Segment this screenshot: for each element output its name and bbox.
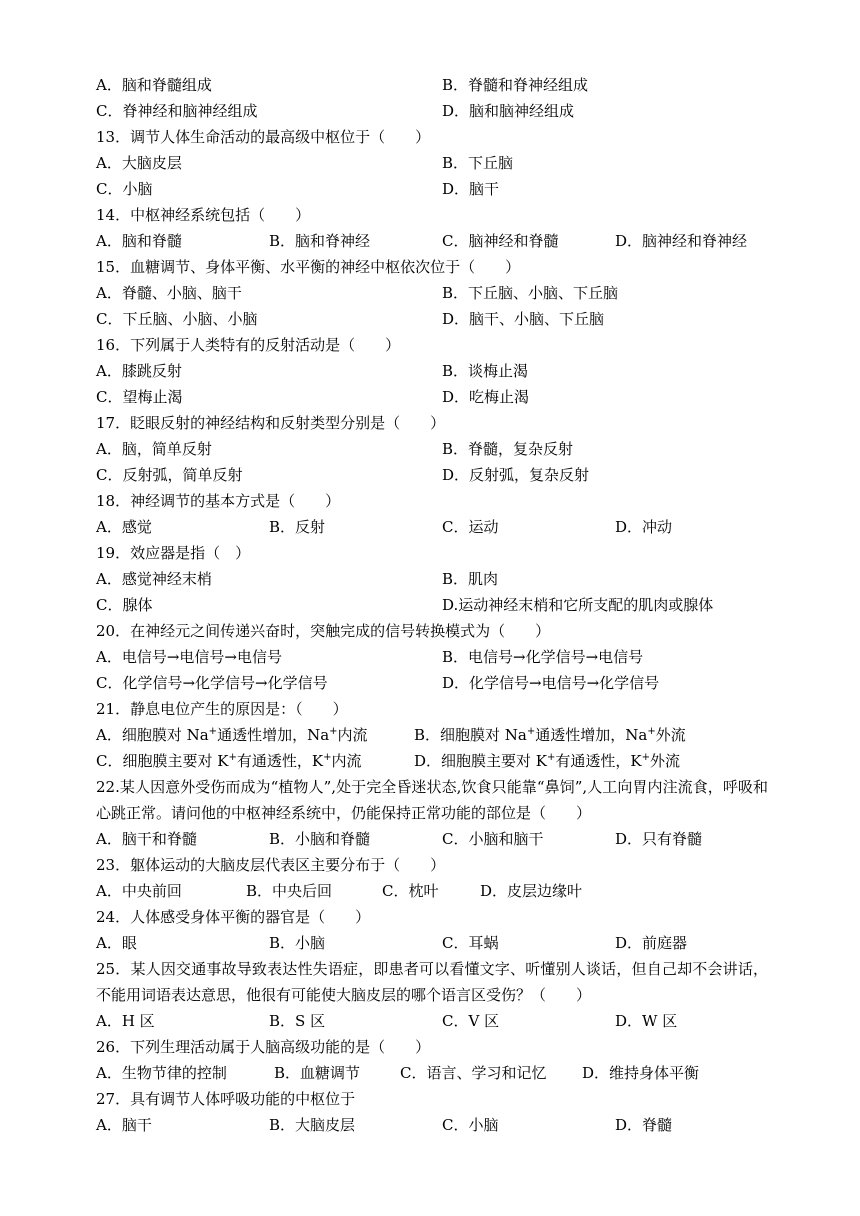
option-a[interactable]: A．膝跳反射 — [96, 362, 182, 380]
option-a[interactable]: A．脑，简单反射 — [96, 440, 212, 458]
option-d[interactable]: D．反射弧，复杂反射 — [442, 466, 590, 484]
option-d[interactable]: D．化学信号→电信号→化学信号 — [442, 674, 660, 692]
superscript: + — [228, 752, 237, 763]
option-b[interactable]: B．小脑 — [269, 934, 326, 952]
options-row — [96, 878, 800, 904]
options-row — [96, 72, 800, 98]
option-c[interactable]: C．下丘脑、小脑、小脑 — [96, 310, 258, 328]
option-b[interactable]: B．血糖调节 — [274, 1064, 361, 1082]
option-text: 外流 — [655, 726, 686, 744]
superscript: + — [641, 752, 651, 763]
option-c[interactable]: C．腺体 — [96, 596, 153, 614]
options-row — [96, 358, 800, 384]
question-24 — [96, 904, 800, 956]
options-row — [96, 592, 800, 618]
question-18 — [96, 488, 800, 540]
option-a[interactable]: A．电信号→电信号→电信号 — [96, 648, 282, 666]
question-25 — [96, 956, 800, 1034]
question-21 — [96, 696, 800, 774]
option-b[interactable]: B．反射 — [269, 518, 326, 536]
question-stem: 27．具有调节人体呼吸功能的中枢位于 — [96, 1090, 356, 1108]
superscript: + — [526, 726, 536, 737]
option-c[interactable]: C．语言、学习和记忆 — [400, 1064, 547, 1082]
option-text: D．细胞膜主要对 K — [414, 752, 548, 770]
option-text: 通透性增加，Na — [217, 726, 330, 744]
option-d[interactable]: D．W 区 — [615, 1012, 678, 1030]
option-d[interactable]: D．皮层边缘叶 — [480, 882, 583, 900]
question-stem: 20．在神经元之间传递兴奋时，突触完成的信号转换模式为（ ） — [96, 622, 551, 640]
option-c[interactable]: C．运动 — [442, 518, 499, 536]
question-12 — [96, 72, 800, 124]
question-20 — [96, 618, 800, 696]
options-row — [96, 722, 800, 748]
option-a[interactable]: A．脑干和脊髓 — [96, 830, 197, 848]
question-stem: 22.某人因意外受伤而成为“植物人”,处于完全昏迷状态,饮食只能靠“鼻饲”,人工向胃内注流食，呼吸和心跳正常。请问他的中枢神经系统中，仍能保持正常功能的部位是（ ） — [96, 778, 768, 822]
option-c[interactable]: C．枕叶 — [382, 882, 439, 900]
superscript: + — [647, 726, 656, 737]
options-row — [96, 280, 800, 306]
option-b[interactable]: B．S 区 — [269, 1012, 326, 1030]
question-stem: 24．人体感受身体平衡的器官是（ ） — [96, 908, 371, 926]
option-d[interactable]: D．前庭器 — [615, 934, 688, 952]
question-stem: 26．下列生理活动属于人脑高级功能的是（ ） — [96, 1038, 431, 1056]
option-d[interactable]: D．维持身体平衡 — [582, 1064, 700, 1082]
option-a[interactable]: A．脑干 — [96, 1116, 152, 1134]
question-23 — [96, 852, 800, 904]
question-27 — [96, 1086, 800, 1138]
options-row — [96, 98, 800, 124]
question-14 — [96, 202, 800, 254]
question-15 — [96, 254, 800, 332]
option-d[interactable]: D.运动神经末梢和它所支配的肌肉或腺体 — [442, 596, 714, 614]
option-a[interactable]: A．中央前回 — [96, 882, 182, 900]
option-d[interactable]: D．脑和脑神经组成 — [442, 102, 575, 120]
question-stem: 19．效应器是指（ ） — [96, 544, 251, 562]
question-stem: 18．神经调节的基本方式是（ ） — [96, 492, 341, 510]
option-text: 内流 — [337, 726, 368, 744]
option-b[interactable]: B．下丘脑 — [442, 154, 514, 172]
option-text: 有通透性，K — [555, 752, 642, 770]
option-c[interactable]: C．小脑和脑干 — [442, 830, 544, 848]
question-stem: 21．静息电位产生的原因是：（ ） — [96, 700, 348, 718]
question-stem: 16．下列属于人类特有的反射活动是（ ） — [96, 336, 401, 354]
options-row — [96, 930, 800, 956]
question-stem: 17．眨眼反射的神经结构和反射类型分别是（ ） — [96, 414, 446, 432]
option-text: 外流 — [650, 752, 681, 770]
option-c[interactable]: C．化学信号→化学信号→化学信号 — [96, 674, 328, 692]
option-c[interactable] — [96, 748, 361, 774]
option-c[interactable]: C．脑神经和脊髓 — [442, 232, 559, 250]
question-stem: 15．血糖调节、身体平衡、水平衡的神经中枢依次位于（ ） — [96, 258, 521, 276]
superscript: + — [547, 752, 556, 763]
option-a[interactable]: A．脑和脊髓组成 — [96, 76, 212, 94]
option-b[interactable]: B．脑和脊神经 — [269, 232, 371, 250]
option-d[interactable]: D．冲动 — [615, 518, 673, 536]
option-c[interactable]: C．小脑 — [442, 1116, 499, 1134]
option-text: B．细胞膜对 Na — [414, 726, 527, 744]
option-b[interactable]: B．电信号→化学信号→电信号 — [442, 648, 644, 666]
option-b[interactable]: B．脊髓和脊神经组成 — [442, 76, 589, 94]
option-text: A．细胞膜对 Na — [96, 726, 209, 744]
option-d[interactable]: D．脑干 — [442, 180, 500, 198]
question-22 — [96, 774, 800, 852]
option-d[interactable]: D．脑干、小脑、下丘脑 — [442, 310, 605, 328]
options-row — [96, 670, 800, 696]
option-c[interactable]: C．脊神经和脑神经组成 — [96, 102, 258, 120]
option-c[interactable]: C．V 区 — [442, 1012, 500, 1030]
superscript: + — [329, 726, 338, 737]
superscript: + — [323, 752, 332, 763]
option-text: C．细胞膜主要对 K — [96, 752, 229, 770]
option-d[interactable] — [414, 748, 680, 774]
options-row — [96, 1112, 800, 1138]
question-19 — [96, 540, 800, 618]
options-row — [96, 176, 800, 202]
option-b[interactable]: B．脊髓，复杂反射 — [442, 440, 574, 458]
option-c[interactable]: C．反射弧，简单反射 — [96, 466, 243, 484]
option-b[interactable] — [414, 722, 686, 748]
option-text: 通透性增加，Na — [535, 726, 648, 744]
options-row — [96, 644, 800, 670]
question-stem: 25．某人因交通事故导致表达性失语症，即患者可以看懂文字、听懂别人谈话，但自己却不会讲话，不能用词语表达意思，他很有可能使大脑皮层的哪个语言区受伤？（ ） — [96, 960, 768, 1004]
option-a[interactable]: A．脑和脊髓 — [96, 232, 182, 250]
options-row — [96, 228, 800, 254]
option-a[interactable] — [96, 722, 368, 748]
option-a[interactable]: A．感觉 — [96, 518, 152, 536]
options-row — [96, 1008, 800, 1034]
options-row — [96, 462, 800, 488]
options-row — [96, 826, 800, 852]
option-c[interactable]: C．耳蜗 — [442, 934, 499, 952]
option-b[interactable]: B．小脑和脊髓 — [269, 830, 371, 848]
question-stem: 13．调节人体生命活动的最高级中枢位于（ ） — [96, 128, 431, 146]
option-c[interactable]: C．望梅止渴 — [96, 388, 183, 406]
option-b[interactable]: B．大脑皮层 — [269, 1116, 356, 1134]
option-d[interactable]: D．吃梅止渴 — [442, 388, 530, 406]
options-row — [96, 306, 800, 332]
question-stem: 23．躯体运动的大脑皮层代表区主要分布于（ ） — [96, 856, 446, 874]
option-d[interactable]: D．脑神经和脊神经 — [615, 232, 748, 250]
option-d[interactable]: D．只有脊髓 — [615, 830, 703, 848]
options-row — [96, 514, 800, 540]
options-row — [96, 748, 800, 774]
option-text: 内流 — [331, 752, 362, 770]
options-row — [96, 436, 800, 462]
option-b[interactable]: B．谈梅止渴 — [442, 362, 529, 380]
options-row — [96, 1060, 800, 1086]
options-row — [96, 566, 800, 592]
option-d[interactable]: D．脊髓 — [615, 1116, 673, 1134]
options-row — [96, 384, 800, 410]
option-b[interactable]: B．下丘脑、小脑、下丘脑 — [442, 284, 619, 302]
option-b[interactable]: B．肌肉 — [442, 570, 499, 588]
question-13 — [96, 124, 800, 202]
option-a[interactable]: A．大脑皮层 — [96, 154, 182, 172]
option-a[interactable]: A．眼 — [96, 934, 137, 952]
superscript: + — [208, 726, 218, 737]
question-stem: 14．中枢神经系统包括（ ） — [96, 206, 311, 224]
question-26 — [96, 1034, 800, 1086]
question-16 — [96, 332, 800, 410]
option-text: 有通透性，K — [236, 752, 324, 770]
option-a[interactable]: A．脊髓、小脑、脑干 — [96, 284, 242, 302]
option-c[interactable]: C．小脑 — [96, 180, 153, 198]
option-b[interactable]: B．中央后回 — [246, 882, 333, 900]
option-a[interactable]: A．H 区 — [96, 1012, 155, 1030]
option-a[interactable]: A．感觉神经末梢 — [96, 570, 212, 588]
options-row — [96, 150, 800, 176]
question-17 — [96, 410, 800, 488]
option-a[interactable]: A．生物节律的控制 — [96, 1064, 227, 1082]
